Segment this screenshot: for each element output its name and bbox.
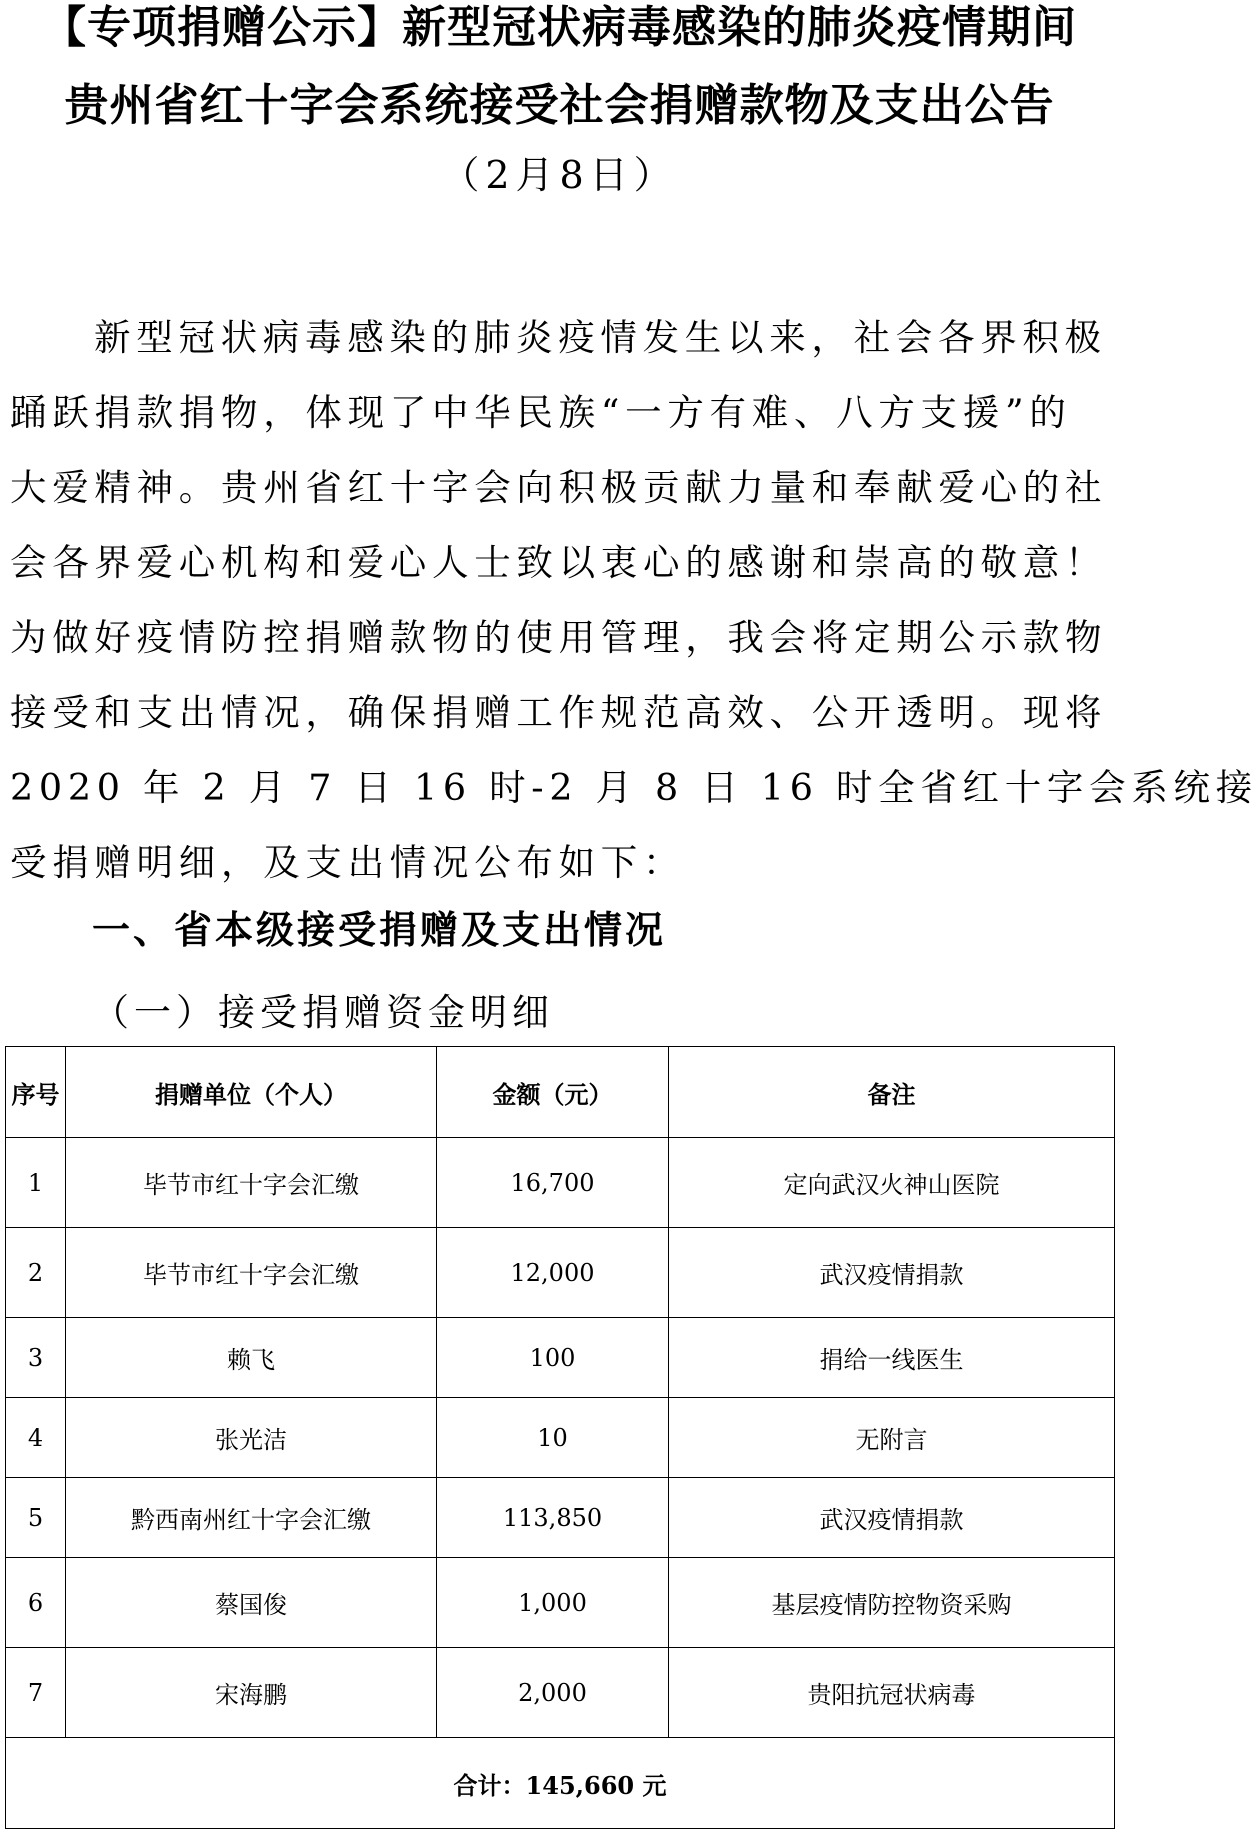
table-row bbox=[6, 1138, 1115, 1228]
section-heading: 一、省本级接受捐赠及支出情况 bbox=[92, 908, 667, 952]
cell-no: 5 bbox=[6, 1478, 66, 1558]
cell-no: 2 bbox=[6, 1228, 66, 1318]
header-note: 备注 bbox=[669, 1047, 1115, 1138]
cell-note: 武汉疫情捐款 bbox=[669, 1478, 1115, 1558]
table-total-row bbox=[6, 1738, 1115, 1829]
intro-line: 会各界爱心机构和爱心人士致以衷心的感谢和崇高的敬意！ bbox=[10, 541, 1108, 584]
cell-donor: 毕节市红十字会汇缴 bbox=[66, 1228, 437, 1318]
cell-donor: 毕节市红十字会汇缴 bbox=[66, 1138, 437, 1228]
table-row bbox=[6, 1648, 1115, 1738]
intro-line: 新型冠状病毒感染的肺炎疫情发生以来，社会各界积极 bbox=[94, 316, 1107, 359]
intro-line: 受捐赠明细，及支出情况公布如下： bbox=[10, 841, 686, 884]
subsection-heading: （一）接受捐赠资金明细 bbox=[92, 991, 554, 1034]
intro-line: 为做好疫情防控捐赠款物的使用管理，我会将定期公示款物 bbox=[10, 616, 1108, 659]
cell-donor: 赖飞 bbox=[66, 1318, 437, 1398]
intro-line: 踊跃捐款捐物，体现了中华民族“一方有难、八方支援”的 bbox=[10, 391, 1072, 434]
document-title-line-1: 【专项捐赠公示】新型冠状病毒感染的肺炎疫情期间 bbox=[42, 2, 1077, 53]
intro-line: 大爱精神。贵州省红十字会向积极贡献力量和奉献爱心的社 bbox=[10, 466, 1108, 509]
cell-amount: 10 bbox=[437, 1398, 669, 1478]
donation-table bbox=[5, 1046, 1115, 1829]
cell-no: 6 bbox=[6, 1558, 66, 1648]
table-row bbox=[6, 1398, 1115, 1478]
cell-note: 无附言 bbox=[669, 1398, 1115, 1478]
header-donor: 捐赠单位（个人） bbox=[66, 1047, 437, 1138]
cell-note: 武汉疫情捐款 bbox=[669, 1228, 1115, 1318]
table-row bbox=[6, 1478, 1115, 1558]
cell-no: 1 bbox=[6, 1138, 66, 1228]
document-date: （2月8日） bbox=[441, 153, 678, 197]
header-amount: 金额（元） bbox=[437, 1047, 669, 1138]
cell-note: 定向武汉火神山医院 bbox=[669, 1138, 1115, 1228]
cell-amount: 16,700 bbox=[437, 1138, 669, 1228]
cell-amount: 100 bbox=[437, 1318, 669, 1398]
cell-amount: 2,000 bbox=[437, 1648, 669, 1738]
cell-donor: 张光洁 bbox=[66, 1398, 437, 1478]
table-row bbox=[6, 1318, 1115, 1398]
cell-note: 基层疫情防控物资采购 bbox=[669, 1558, 1115, 1648]
intro-line: 2020 年 2 月 7 日 16 时-2 月 8 日 16 时全省红十字会系统接 bbox=[10, 766, 1258, 809]
cell-no: 3 bbox=[6, 1318, 66, 1398]
table-row bbox=[6, 1228, 1115, 1318]
document-title-line-2: 贵州省红十字会系统接受社会捐赠款物及支出公告 bbox=[64, 80, 1055, 131]
cell-no: 7 bbox=[6, 1648, 66, 1738]
intro-line: 接受和支出情况，确保捐赠工作规范高效、公开透明。现将 bbox=[10, 691, 1108, 734]
cell-amount: 113,850 bbox=[437, 1478, 669, 1558]
cell-amount: 12,000 bbox=[437, 1228, 669, 1318]
table-header-row bbox=[6, 1047, 1115, 1138]
intro-paragraph bbox=[10, 300, 1258, 900]
cell-amount: 1,000 bbox=[437, 1558, 669, 1648]
cell-donor: 蔡国俊 bbox=[66, 1558, 437, 1648]
table-row bbox=[6, 1558, 1115, 1648]
cell-donor: 宋海鹏 bbox=[66, 1648, 437, 1738]
cell-no: 4 bbox=[6, 1398, 66, 1478]
cell-note: 捐给一线医生 bbox=[669, 1318, 1115, 1398]
header-no: 序号 bbox=[6, 1047, 66, 1138]
total-amount: 合计：145,660 元 bbox=[6, 1738, 1115, 1829]
cell-donor: 黔西南州红十字会汇缴 bbox=[66, 1478, 437, 1558]
cell-note: 贵阳抗冠状病毒 bbox=[669, 1648, 1115, 1738]
